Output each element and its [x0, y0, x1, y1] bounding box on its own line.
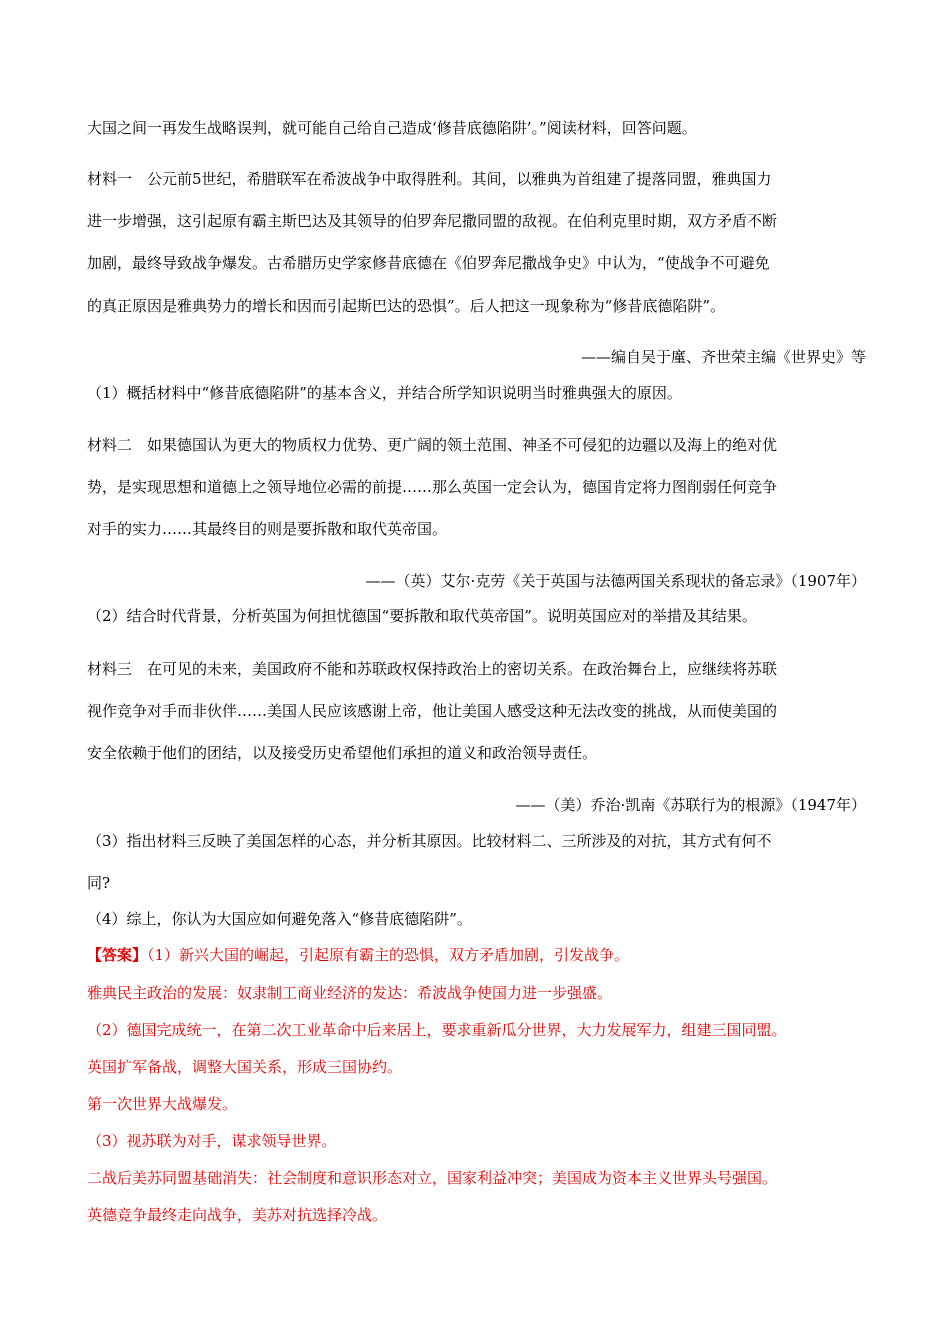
answer-line-7: 二战后美苏同盟基础消失：社会制度和意识形态对立，国家利益冲突；美国成为资本主义世界头号强国。 — [87, 1169, 778, 1187]
question-4: （4）综上，你认为大国应如何避免落入“修昔底德陷阱”。 — [87, 910, 472, 928]
question-1: （1）概括材料中“修昔底德陷阱”的基本含义，并结合所学知识说明当时雅典强大的原因。 — [87, 384, 682, 402]
answer-line-2: 雅典民主政治的发展：奴隶制工商业经济的发达：希波战争使国力进一步强盛。 — [87, 984, 613, 1002]
material-two-line-3: 对手的实力……其最终目的则是要拆散和取代英帝国。 — [87, 520, 448, 538]
material-one-line-4: 的真正原因是雅典势力的增长和因而引起斯巴达的恐惧”。后人把这一现象称为“修昔底德陷阱”。 — [87, 297, 726, 315]
material-one-line-1: 材料一 公元前5世纪，希腊联军在希波战争中取得胜利。其间，以雅典为首组建了提落同盟，雅典国力 — [87, 170, 772, 188]
material-one-line-3: 加剧，最终导致战争爆发。古希腊历史学家修昔底德在《伯罗奔尼撒战争史》中认为，“使战争不可避免 — [87, 254, 770, 272]
material-two-line-2: 势，是实现思想和道德上之领导地位必需的前提……那么英国一定会认为，德国肯定将力图削弱任何竞争 — [87, 478, 778, 496]
material-one-line-2: 进一步增强，这引起原有霸主斯巴达及其领导的伯罗奔尼撒同盟的敌视。在伯利克里时期，双方矛盾不断 — [87, 212, 778, 230]
intro-line: 大国之间一再发生战略误判，就可能自己给自己造成‘修昔底德陷阱’。”阅读材料，回答问题。 — [87, 119, 697, 137]
material-three-line-3: 安全依赖于他们的团结，以及接受历史希望他们承担的道义和政治领导责任。 — [87, 744, 598, 762]
answer-line-5: 第一次世界大战爆发。 — [87, 1095, 238, 1113]
answer-line-4: 英国扩军备战，调整大国关系，形成三国协约。 — [87, 1058, 403, 1076]
answer-line-1 — [87, 945, 867, 965]
question-2: （2）结合时代背景，分析英国为何担忧德国“要拆散和取代英帝国”。说明英国应对的举措及其结果。 — [87, 607, 757, 625]
answer-line-6: （3）视苏联为对手，谋求领导世界。 — [87, 1132, 337, 1150]
material-three-source: ——（美）乔治·凯南《苏联行为的根源》（1947年） — [515, 796, 866, 814]
material-one-source: ——编自吴于廑、齐世荣主编《世界史》等 — [580, 348, 866, 366]
question-3-line-2: 同? — [87, 874, 111, 892]
answer-line-3: （2）德国完成统一，在第二次工业革命中后来居上，要求重新瓜分世界，大力发展军力，组建三国同盟。 — [87, 1021, 787, 1039]
material-three-line-1: 材料三 在可见的未来，美国政府不能和苏联政权保持政治上的密切关系。在政治舞台上，应继续将苏联 — [87, 660, 778, 678]
answer-line-8: 英德竞争最终走向战争，美苏对抗选择冷战。 — [87, 1206, 388, 1224]
material-two-source: ——（英）艾尔·克劳《关于英国与法德两国关系现状的备忘录》（1907年） — [365, 572, 866, 590]
material-three-line-2: 视作竞争对手而非伙伴……美国人民应该感谢上帝，他让美国人感受这种无法改变的挑战，从而使美国的 — [87, 702, 778, 720]
answer-part-1: （1）新兴大国的崛起，引起原有霸主的恐惧，双方矛盾加剧，引发战争。 — [147, 946, 630, 964]
question-3-line-1: （3）指出材料三反映了美国怎样的心态，并分析其原因。比较材料二、三所涉及的对抗，其方式有何不 — [87, 832, 772, 850]
material-two-line-1: 材料二 如果德国认为更大的物质权力优势、更广阔的领土范围、神圣不可侵犯的边疆以及海上的绝对优 — [87, 436, 778, 454]
answer-tag: 【答案】 — [87, 946, 148, 964]
